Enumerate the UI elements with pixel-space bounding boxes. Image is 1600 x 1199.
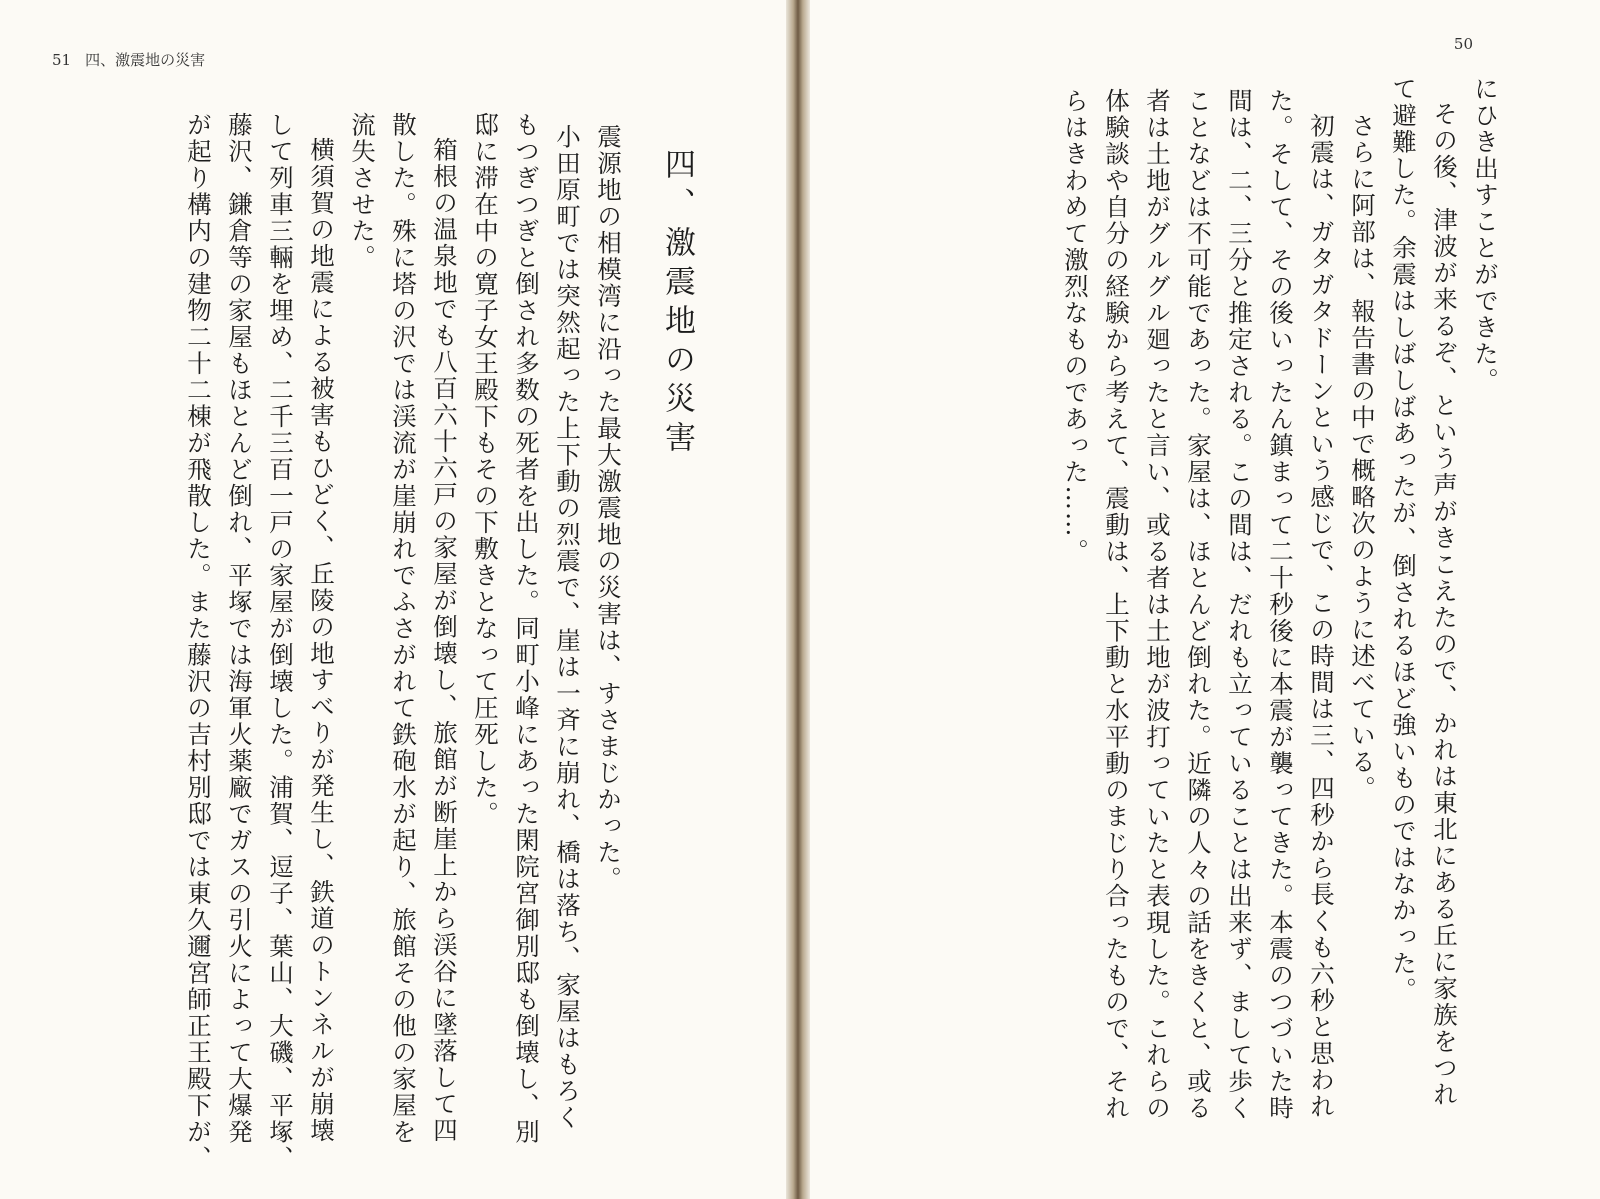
text-line: 震源地の相模湾に沿った最大激震地の災害は、すさまじかった。 xyxy=(594,124,623,893)
text-line: 流失させた。 xyxy=(348,112,377,271)
text-line: その後、津波が来るぞ、という声がきこえたので、かれは東北にある丘に家族をつれ xyxy=(1430,100,1459,1108)
page-number: 50 xyxy=(1453,35,1473,53)
text-line: 小田原町では突然起った上下動の烈震で、崖は一斉に崩れ、橋は落ち、家屋はもろく xyxy=(553,124,582,1132)
text-line: らはきわめて激烈なものであった……。 xyxy=(1061,88,1090,566)
text-line: 体験談や自分の経験から考えて、震動は、上下動と水平動のまじり合ったもので、それ xyxy=(1102,88,1131,1122)
page-number: 51 xyxy=(52,51,72,69)
text-line: た。そして、その後いったん鎮まって二十秒後に本震が襲ってきた。本震のつづいた時 xyxy=(1266,88,1295,1122)
running-header xyxy=(52,49,205,70)
text-line: して列車三輛を埋め、二千三百一戸の家屋が倒壊した。浦賀、逗子、葉山、大磯、平塚、 xyxy=(266,112,295,1172)
text-line: が起り構内の建物二十二棟が飛散した。また藤沢の吉村別邸では東久邇宮師正王殿下が、 xyxy=(184,112,213,1172)
right-page xyxy=(810,0,1600,1199)
left-body-text xyxy=(178,112,629,1172)
text-line: さらに阿部は、報告書の中で概略次のように述べている。 xyxy=(1348,112,1377,802)
text-line: 邸に滞在中の寛子女王殿下もその下敷きとなって圧死した。 xyxy=(471,112,500,828)
running-head-title: 四、激震地の災害 xyxy=(85,51,206,69)
text-line: 初震は、ガタガタドーンという感じで、この時間は三、四秒から長くも六秒と思われ xyxy=(1307,112,1336,1120)
text-line: 者は土地がグルグル廻ったと言い、或る者は土地が波打っていたと表現した。これらの xyxy=(1143,88,1172,1122)
text-line: ことなどは不可能であった。家屋は、ほとんど倒れた。近隣の人々の話をきくと、或る xyxy=(1184,88,1213,1122)
text-line: て避難した。余震はしばしばあったが、倒されるほど強いものではなかった。 xyxy=(1389,76,1418,1004)
right-body-text xyxy=(1055,76,1506,1122)
left-page xyxy=(0,0,786,1199)
book-gutter xyxy=(786,0,810,1199)
text-line: 横須賀の地震による被害もひどく、丘陵の地すべりが発生し、鉄道のトンネルが崩壊 xyxy=(307,136,336,1144)
text-line: 散した。殊に塔の沢では渓流が崖崩れでふさがれて鉄砲水が起り、旅館その他の家屋を xyxy=(389,112,418,1146)
text-line: 藤沢、鎌倉等の家屋もほとんど倒れ、平塚では海軍火薬廠でガスの引火によって大爆発 xyxy=(225,112,254,1146)
text-line: にひき出すことができた。 xyxy=(1471,76,1500,394)
text-line: 間は、二、三分と推定される。この間は、だれも立っていることは出来ず、まして歩く xyxy=(1225,88,1254,1122)
text-line: 箱根の温泉地でも八百六十六戸の家屋が倒壊し、旅館が断崖上から渓谷に墜落して四 xyxy=(430,136,459,1144)
section-heading: 四、激震地の災害 xyxy=(659,148,695,460)
text-line: もつぎつぎと倒され多数の死者を出した。同町小峰にあった閑院宮御別邸も倒壊し、別 xyxy=(512,112,541,1146)
